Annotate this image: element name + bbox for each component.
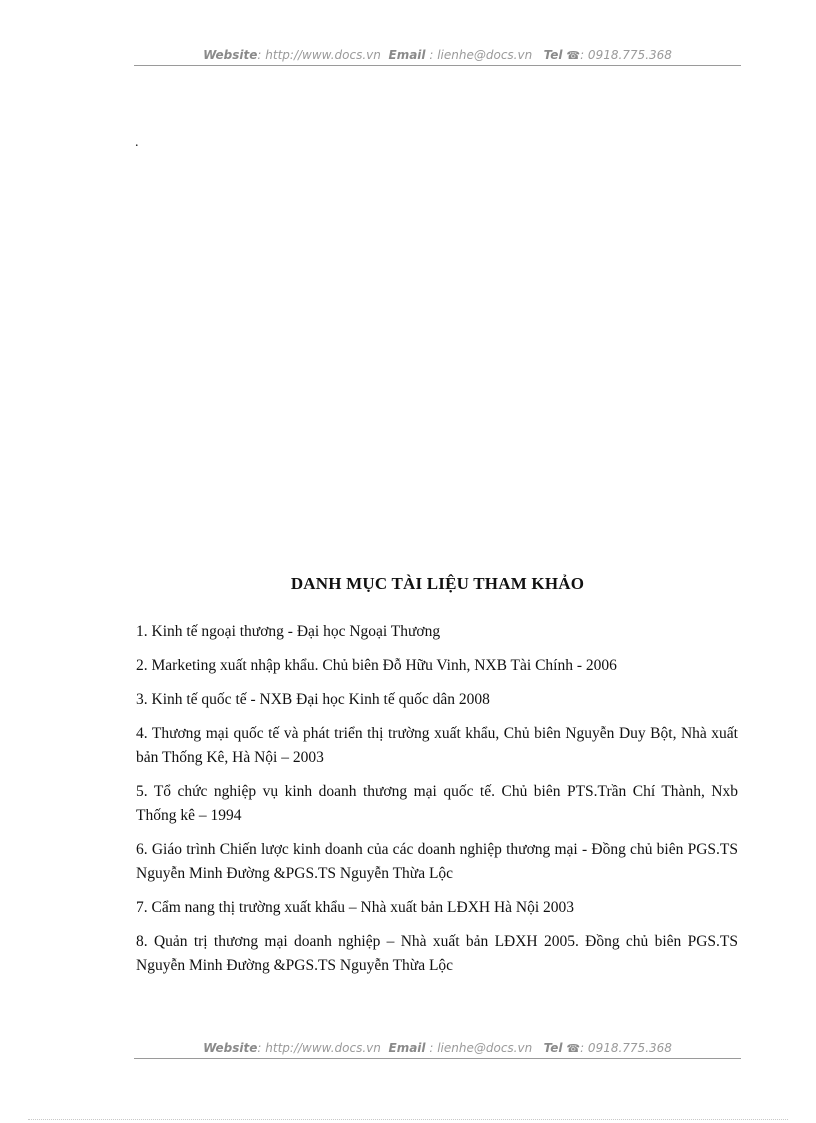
email-link[interactable]: : lienhe@docs.vn (429, 48, 533, 62)
header-rule (134, 65, 741, 66)
website-link[interactable]: : http://www.docs.vn (257, 1041, 381, 1055)
phone-icon: ☎ (566, 49, 581, 62)
reference-item: 6. Giáo trình Chiến lược kinh doanh của các doanh nghiệp thương mại - Đồng chủ biên PGS.TS Nguyễn Minh Đường &PGS.TS Nguyễn Thừa Lộc (136, 841, 738, 882)
reference-list (136, 620, 738, 988)
reference-item: 3. Kinh tế quốc tế - NXB Đại học Kinh tế quốc dân 2008 (136, 691, 490, 708)
page-edge-divider (28, 1119, 788, 1120)
website-link[interactable]: : http://www.docs.vn (257, 48, 381, 62)
email-link[interactable]: : lienhe@docs.vn (429, 1041, 533, 1055)
tel-value: : 0918.775.368 (580, 1041, 672, 1055)
email-label: Email (388, 48, 426, 62)
footer-rule (134, 1058, 741, 1059)
website-label: Website (203, 1041, 258, 1055)
tel-value: : 0918.775.368 (580, 48, 672, 62)
page-footer (134, 1041, 741, 1059)
page-header (134, 48, 741, 66)
tel-label: Tel (543, 48, 563, 62)
phone-icon: ☎ (566, 1042, 581, 1055)
reference-item: 5. Tổ chức nghiệp vụ kinh doanh thương mại quốc tế. Chủ biên PTS.Trần Chí Thành, Nxb Thống kê – 1994 (136, 783, 738, 824)
stray-mark: . (135, 135, 139, 150)
website-label: Website (203, 48, 258, 62)
email-label: Email (388, 1041, 426, 1055)
reference-item: 2. Marketing xuất nhập khẩu. Chủ biên Đỗ Hữu Vinh, NXB Tài Chính - 2006 (136, 657, 617, 674)
reference-item: 4. Thương mại quốc tế và phát triển thị trường xuất khẩu, Chủ biên Nguyễn Duy Bột, Nhà xuất bản Thống Kê, Hà Nội – 2003 (136, 725, 738, 766)
page-title: DANH MỤC TÀI LIỆU THAM KHẢO (290, 574, 585, 593)
tel-label: Tel (543, 1041, 563, 1055)
reference-item: 1. Kinh tế ngoại thương - Đại học Ngoại Thương (136, 623, 441, 640)
reference-item: 8. Quản trị thương mại doanh nghiệp – Nhà xuất bản LĐXH 2005. Đồng chủ biên PGS.TS Nguyễn Minh Đường &PGS.TS Nguyễn Thừa Lộc (136, 933, 738, 974)
reference-item: 7. Cẩm nang thị trường xuất khẩu – Nhà xuất bản LĐXH Hà Nội 2003 (136, 899, 575, 916)
